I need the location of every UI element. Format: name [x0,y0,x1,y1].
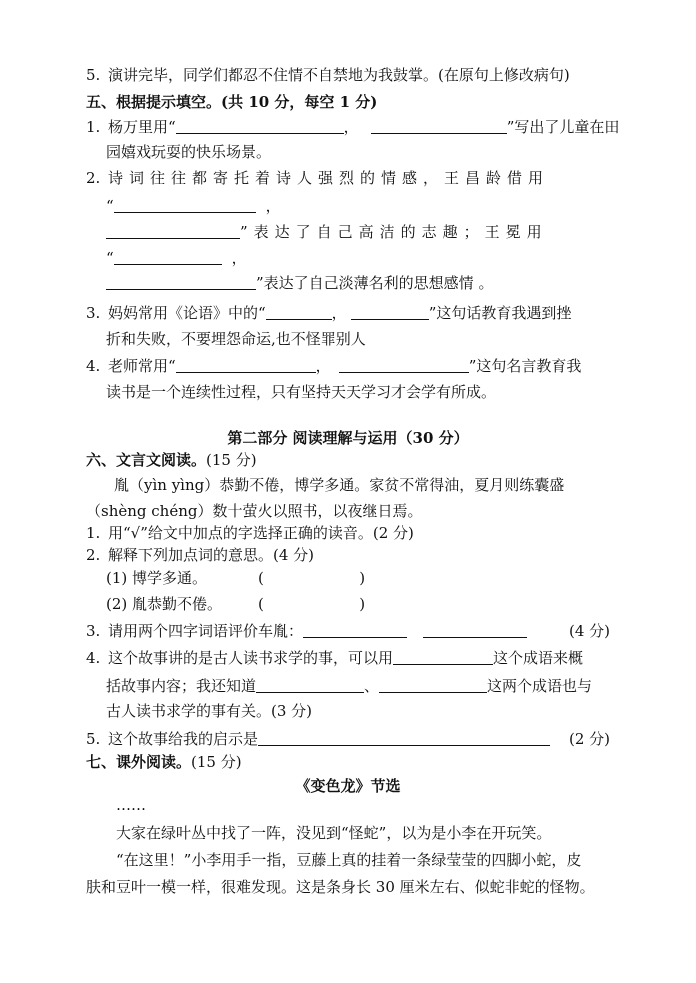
answer-parentheses[interactable]: ( ) [258,569,366,587]
section-7-title: 七、课外阅读。(15 分) [86,753,242,771]
answer-blank[interactable] [176,358,316,373]
answer-blank[interactable] [393,650,493,665]
answer-blank[interactable] [114,198,256,213]
s5-question-2-line3: ”表达了自己高洁的志趣；王冕用 [106,222,610,242]
passage-2-ellipsis: …… [116,796,146,814]
passage-2-p1: 大家在绿叶丛中找了一阵，没见到“怪蛇”，以为是小李在开玩笑。 [116,824,552,842]
s5-question-2: 2. 诗词往往都寄托着诗人强烈的情感，王昌龄借用 [86,169,550,187]
answer-parentheses[interactable]: ( ) [258,595,366,613]
question-5: 5. 演讲完毕，同学们都忍不住情不自禁地为我鼓掌。(在原句上修改病句) [86,66,570,84]
s5-question-4-cont: 读书是一个连续性过程，只有坚持天天学习才会学有所成。 [106,383,497,401]
answer-blank[interactable] [379,678,487,693]
part-2-title: 第二部分 阅读理解与运用（30 分） [227,429,469,447]
passage-1-line-2: （shèng chéng）数十萤火以照书，以夜继日焉。 [86,502,423,520]
s5-question-3-cont: 折和失败，不要埋怨命运,也不怪罪别人 [106,330,366,348]
answer-blank[interactable] [339,358,469,373]
answer-blank[interactable] [351,305,429,320]
passage-1-line-1: 胤（yìn yìng）恭勤不倦，博学多通。家贫不常得油，夏月则练囊盛 [114,476,565,494]
answer-blank[interactable] [303,623,407,638]
answer-blank[interactable] [371,119,507,134]
answer-blank[interactable] [176,119,344,134]
s6-question-1: 1. 用“√”给文中加点的字选择正确的读音。(2 分) [86,524,414,542]
answer-blank[interactable] [266,305,332,320]
answer-blank[interactable] [114,250,222,265]
s5-question-3: 3. 妈妈常用《论语》中的“ ， ”这句话教育我遇到挫 [86,304,572,322]
passage-2-p2-line1: “在这里！”小李用手一指，豆藤上真的挂着一条绿莹莹的四脚小蛇，皮 [116,851,582,869]
s5-question-4: 4. 老师常用“ ， ”这句名言教育我 [86,357,582,375]
s6-question-3: 3. 请用两个四字词语评价车胤： (4 分) [86,622,610,640]
s6-question-2: 2. 解释下列加点词的意思。(4 分) [86,546,315,564]
s5-question-1-cont: 园嬉戏玩耍的快乐场景。 [106,143,272,161]
answer-blank[interactable] [258,731,550,746]
answer-blank[interactable] [423,623,527,638]
s6-question-2-2: (2) 胤恭勤不倦。 ( ) [106,595,366,613]
s6-question-5: 5. 这个故事给我的启示是 (2 分) [86,730,610,748]
s5-question-2-line5: ”表达了自己淡薄名利的思想感情 。 [106,273,610,293]
section-5-title: 五、根据提示填空。(共 10 分，每空 1 分) [86,93,378,111]
s5-question-2-line2: “ ， [106,197,281,215]
passage-2-title: 《变色龙》节选 [295,777,401,795]
section-6-title: 六、文言文阅读。(15 分) [86,451,257,469]
answer-blank[interactable] [256,678,364,693]
passage-2-p2-line2: 肤和豆叶一模一样，很难发现。这是条身长 30 厘米左右、似蛇非蛇的怪物。 [86,878,595,896]
s6-question-4: 4. 这个故事讲的是古人读书求学的事，可以用 这个成语来概 [86,649,584,667]
s5-question-1: 1. 杨万里用“ ， ”写出了儿童在田 [86,118,620,136]
s6-question-4-line3: 古人读书求学的事有关。(3 分) [106,702,313,720]
s5-question-2-line4: “ ， [106,249,247,267]
s6-question-2-1: (1) 博学多通。 ( ) [106,569,366,587]
s6-question-4-line2: 括故事内容；我还知道 、 这两个成语也与 [106,677,593,695]
answer-blank[interactable] [106,275,256,290]
answer-blank[interactable] [106,224,240,239]
